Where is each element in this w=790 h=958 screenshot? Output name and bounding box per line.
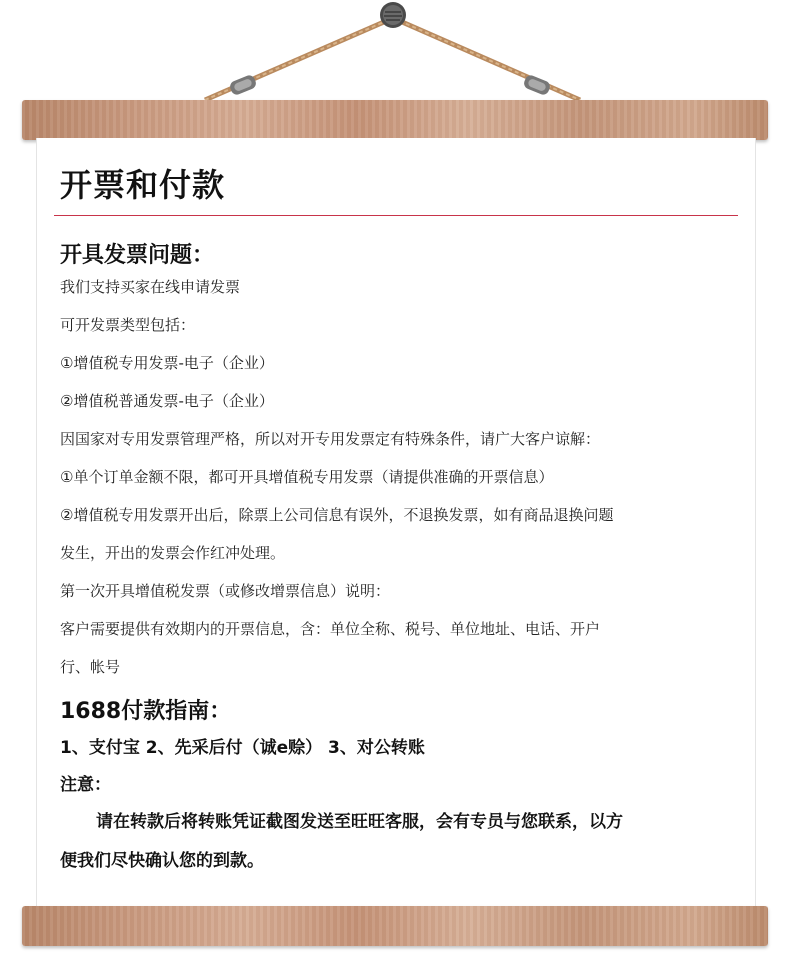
invoice-line: 因国家对专用发票管理严格，所以对开专用发票定有特殊条件，请广大客户谅解： <box>60 430 601 448</box>
page-title: 开票和付款 <box>60 166 226 204</box>
hanging-rope <box>0 0 790 110</box>
bottom-wooden-rod <box>22 906 768 946</box>
invoice-line: 行、帐号 <box>60 658 121 676</box>
note-line: 请在转款后将转账凭证截图发送至旺旺客服，会有专员与您联系，以方 <box>96 812 623 832</box>
invoice-line: ②增值税专用发票开出后，除票上公司信息有误外，不退换发票，如有商品退换问题 <box>60 506 614 524</box>
invoice-line: 我们支持买家在线申请发票 <box>60 278 241 296</box>
invoice-line: 第一次开具增值税发票（或修改增票信息）说明： <box>60 582 391 600</box>
note-label: 注意： <box>60 775 111 795</box>
payment-heading: 1688付款指南： <box>60 699 232 724</box>
payment-methods: 1、支付宝 2、先采后付（诚e赊） 3、对公转账 <box>60 738 425 758</box>
invoice-line: 可开发票类型包括： <box>60 316 196 334</box>
invoice-line: 客户需要提供有效期内的开票信息，含：单位全称、税号、单位地址、电话、开户 <box>60 620 601 638</box>
invoice-line: ②增值税普通发票-电子（企业） <box>60 392 274 410</box>
top-wooden-rod <box>22 100 768 140</box>
title-divider <box>54 215 738 216</box>
invoice-line: ①增值税专用发票-电子（企业） <box>60 354 274 372</box>
invoice-line: ①单个订单金额不限，都可开具增值税专用发票（请提供准确的开票信息） <box>60 468 554 486</box>
nail-icon <box>380 2 406 28</box>
invoice-heading: 开具发票问题： <box>60 243 215 268</box>
note-line: 便我们尽快确认您的到款。 <box>60 851 264 871</box>
invoice-line: 发生，开出的发票会作红冲处理。 <box>60 544 286 562</box>
